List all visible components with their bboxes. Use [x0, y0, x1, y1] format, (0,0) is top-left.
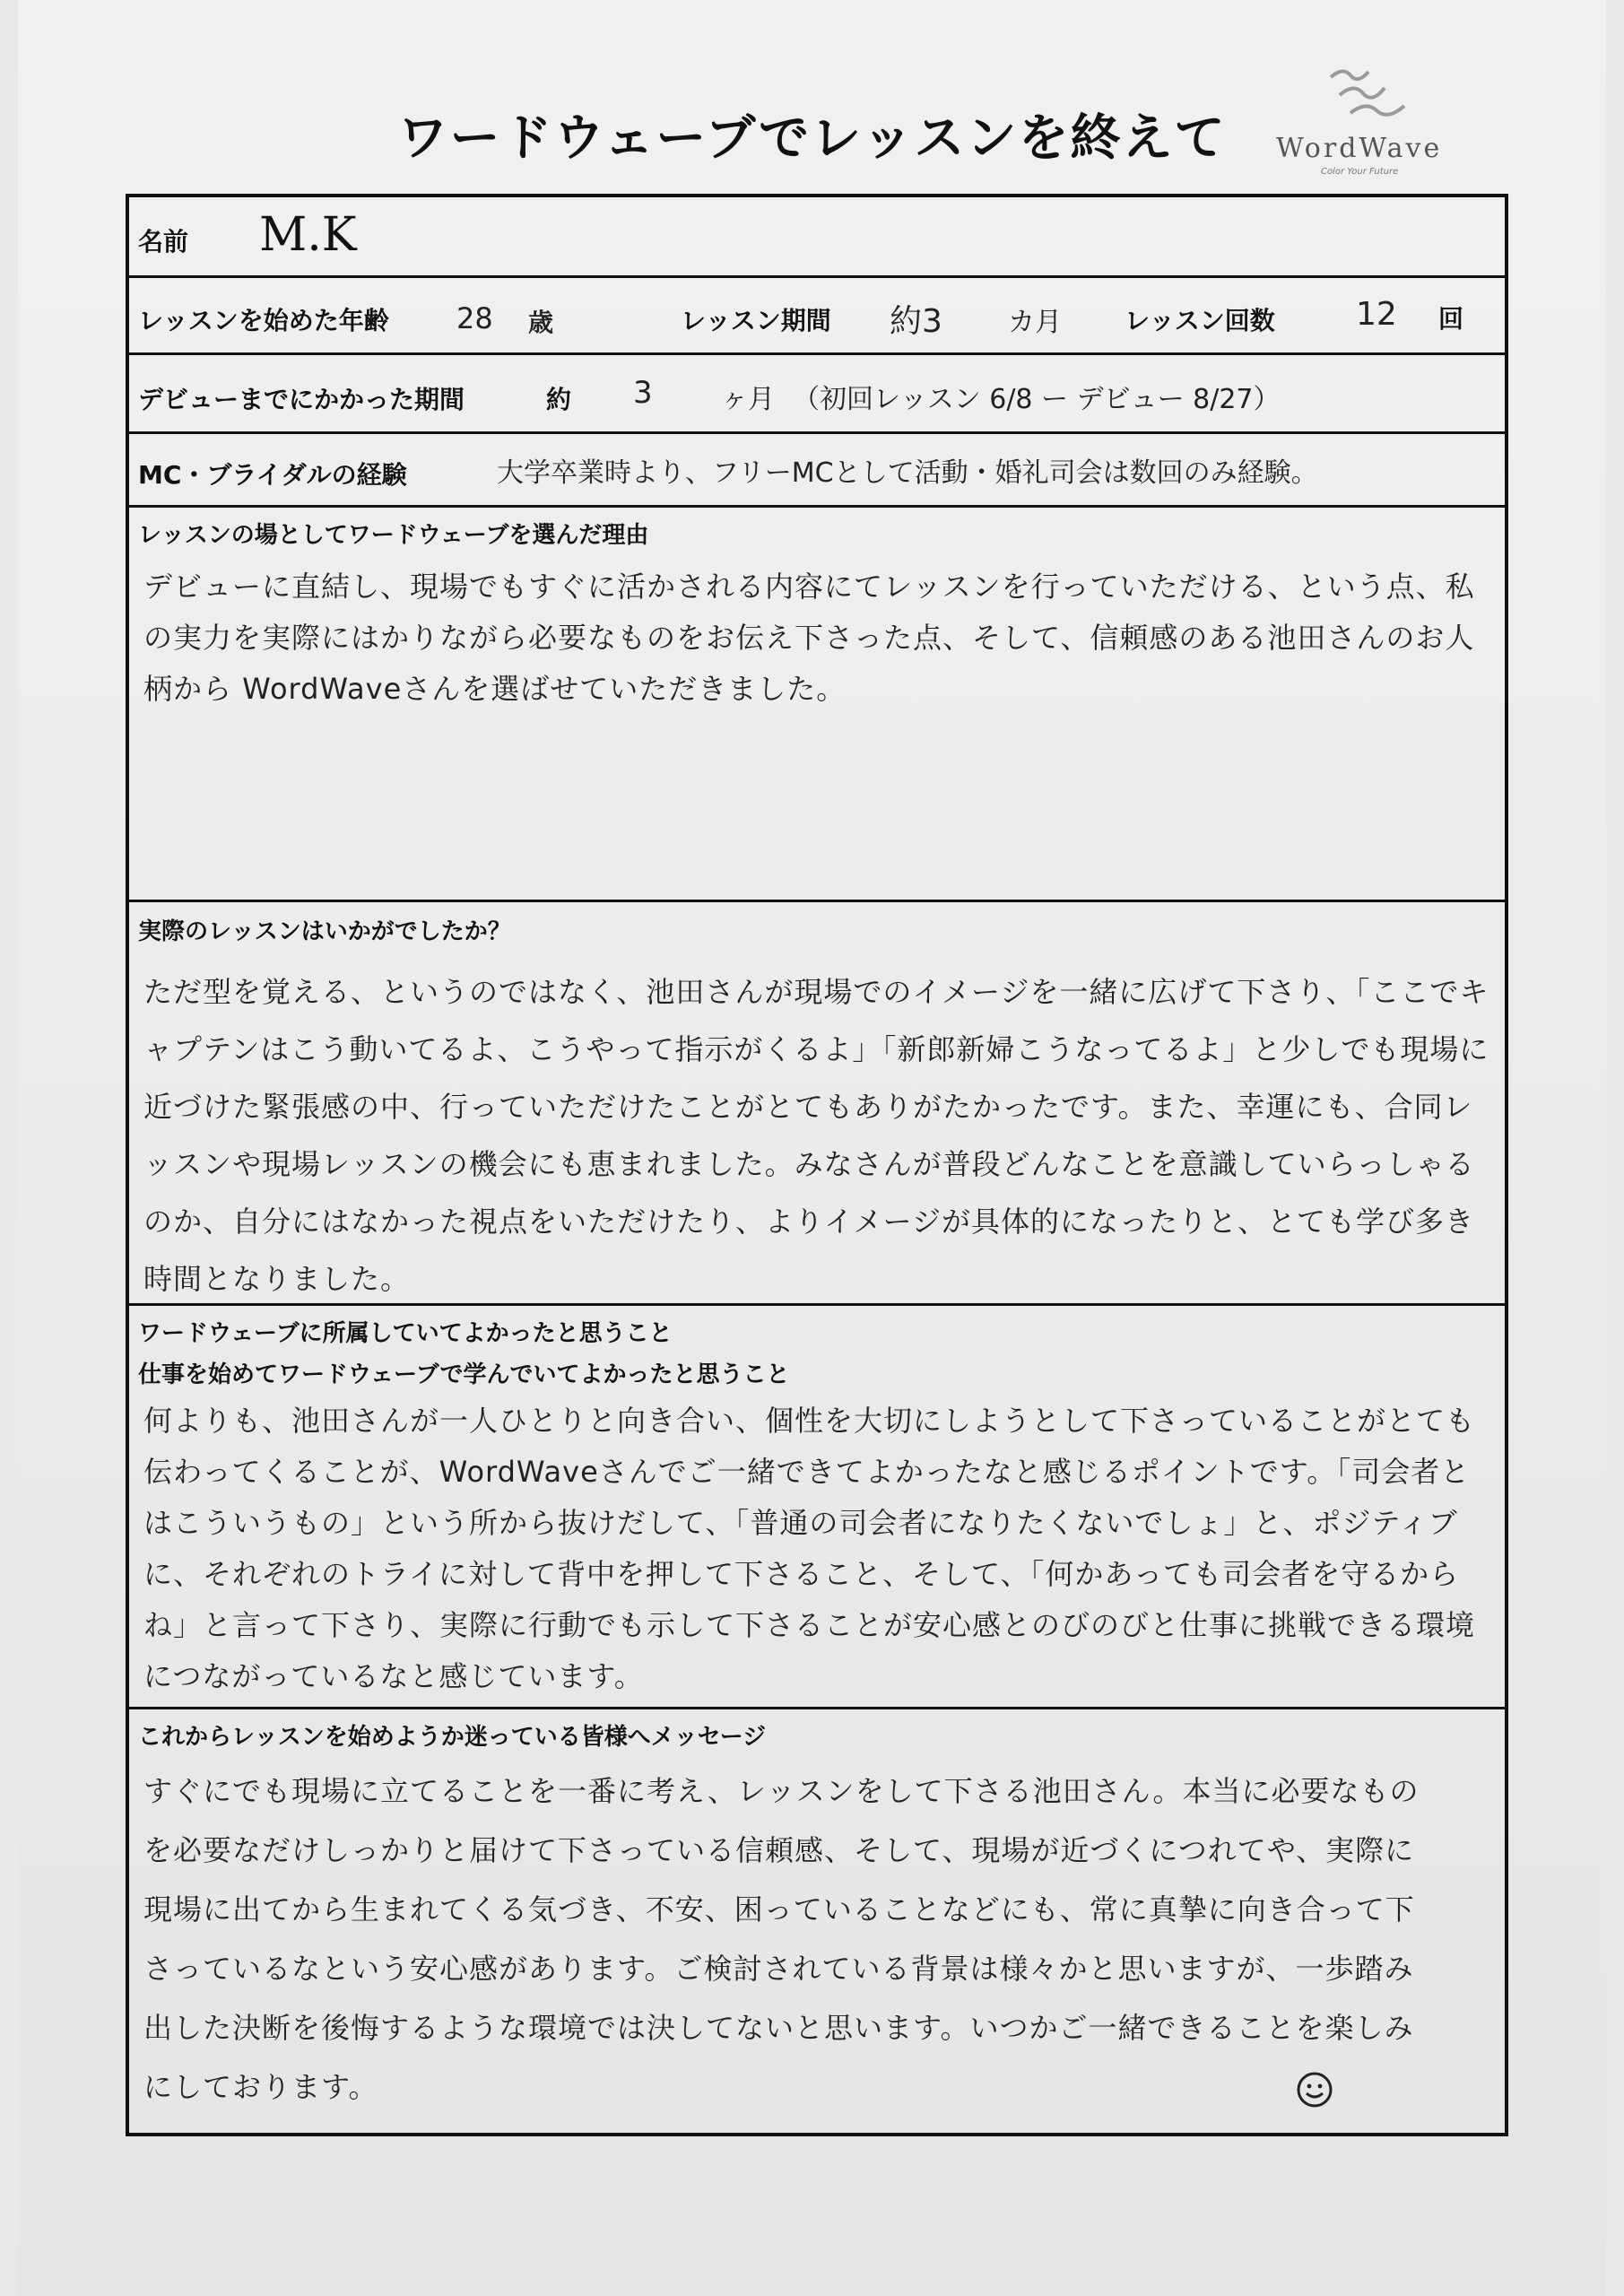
reason-text: デビューに直結し、現場でもすぐに活かされる内容にてレッスンを行っていただける、という点、私の実力を実際にはかりながら必要なものをお伝え下さった点、そして、信頼感のある池田さんのお人柄から WordWaveさんを選ばせていただきました。 — [143, 570, 1475, 706]
age-label: レッスンを始めた年齢 — [138, 306, 389, 335]
period-label: レッスン期間 — [681, 306, 831, 335]
debut-period-row — [129, 355, 1505, 434]
page-title: ワードウェーブでレッスンを終えて — [397, 109, 1227, 168]
mc-value: 大学卒業時より、フリーMCとして活動・婚礼司会は数回のみ経験。 — [497, 457, 1318, 489]
good-label-2: 仕事を始めてワードウェーブで学んでいてよかったと思うこと — [138, 1361, 790, 1388]
message-text: すぐにでも現場に立てることを一番に考え、レッスンをして下さる池田さん。本当に必要なものを必要なだけしっかりと届けて下さっている信頼感、そして、現場が近づくにつれてや、実際に現場に出てから生まれてくる気づき、不安、困っていることなどにも、常に真摯に向き合って下さっているなという安心感があります。ご検討されている背景は様々かと思いますが、一歩踏み出した決断を後悔するような環境では決してないと思います。いつかご一緒できることを楽しみにしております。 — [143, 1774, 1420, 2104]
age-unit: 歳 — [528, 308, 554, 337]
message-section — [129, 1709, 1505, 2133]
name-label: 名前 — [138, 227, 189, 257]
debut-note: （初回レッスン 6/8 ー デビュー 8/27） — [793, 384, 1281, 415]
lesson-section — [129, 902, 1505, 1306]
lesson-text: ただ型を覚える、というのではなく、池田さんが現場でのイメージを一緒に広げて下さり、「ここでキャプテンはこう動いてるよ、こうやって指示がくるよ」「新郎新婦こうなってるよ」と少しでも現場に近づけた緊張感の中、行っていただけたことがとてもありがたかったです。また、幸運にも、合同レッスンや現場レッスンの機会にも恵まれました。みなさんが普段どんなことを意識していらっしゃるのか、自分にはなかった視点をいただけたり、よりイメージが具体的になったりと、とても学び多き時間となりました。 — [143, 975, 1489, 1296]
debut-value: 3 — [633, 375, 653, 411]
message-label: これからレッスンを始めようか迷っている皆様へメッセージ — [138, 1724, 767, 1751]
count-value: 12 — [1356, 296, 1397, 333]
count-label: レッスン回数 — [1125, 306, 1275, 335]
debut-prefix: 約 — [546, 385, 572, 414]
lesson-label: 実際のレッスンはいかがでしたか？ — [138, 918, 511, 945]
smiley-icon — [1295, 2070, 1334, 2109]
lesson-stats-row — [129, 278, 1505, 355]
name-row — [129, 197, 1505, 278]
debut-unit: ヶ月 — [721, 384, 775, 415]
logo-mark-icon — [1318, 61, 1426, 124]
logo-text: WordWave — [1276, 133, 1443, 164]
reason-label: レッスンの場としてワードウェーブを選んだ理由 — [138, 522, 649, 549]
debut-label: デビューまでにかかった期間 — [138, 385, 465, 414]
feedback-form — [126, 194, 1508, 2136]
age-value: 28 — [456, 301, 493, 335]
name-value: M.K — [259, 208, 357, 262]
good-label-1: ワードウェーブに所属していてよかったと思うこと — [138, 1320, 673, 1347]
period-value: 約3 — [890, 303, 942, 340]
mc-label: MC・ブライダルの経験 — [138, 460, 407, 490]
reason-section — [129, 508, 1505, 902]
good-points-section — [129, 1306, 1505, 1709]
mc-experience-row — [129, 434, 1505, 508]
logo-tagline: Color Your Future — [1321, 167, 1399, 177]
wordwave-logo — [1260, 61, 1466, 178]
period-unit: カ月 — [1008, 307, 1062, 338]
good-text: 何よりも、池田さんが一人ひとりと向き合い、個性を大切にしようとして下さっていることがとても伝わってくることが、WordWaveさんでご一緒できてよかったなと感じるポイントです。「司会者とはこういうもの」という所から抜けだして、「普通の司会者になりたくないでしょ」と、ポジティブに、それぞれのトライに対して背中を押して下さること、そして、「何かあっても司会者を守るからね」と言って下さり、実際に行動でも示して下さることが安心感とのびのびと仕事に挑戦できる環境につながっているなと感じています。 — [143, 1404, 1476, 1693]
count-unit: 回 — [1438, 304, 1464, 334]
